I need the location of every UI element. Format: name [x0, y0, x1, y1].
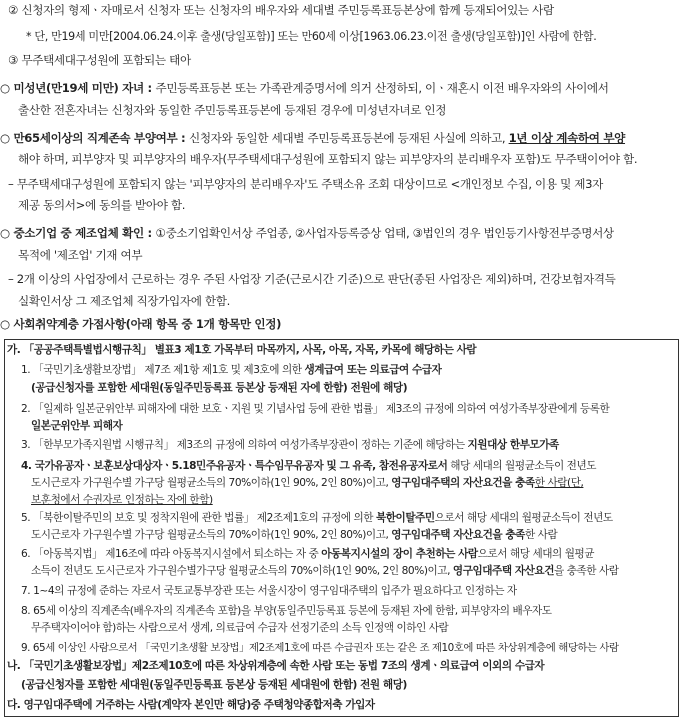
- minor-children-heading: ○ 미성년(만19세 미만) 자녀 :: [0, 81, 156, 95]
- section-ga: 가. 「공공주택특별법시행규칙」 별표3 제1호 가목부터 마목까지, 사목, 아목, 자목, 카목에 해당하는 사람: [7, 344, 477, 356]
- item-4-emphasis2: 영구임대주택의 자산요건을 충족: [391, 477, 535, 489]
- item-5-line1: [21, 510, 613, 526]
- sme-heading: ○ 중소기업 중 제조업체 확인 :: [0, 226, 156, 240]
- item-1-line1: [21, 362, 441, 378]
- item-6-emphasis: 아동복지시설의 장이 추천하는 사람: [321, 548, 478, 560]
- item-4-text2: 도시근로자 가구원수별 가구당 월평균소득의 70%이하(1인 90%, 2인 80%)이고,: [31, 477, 392, 489]
- item-5-text2: 으로서 해당 세대의 월평균소득이 전년도: [434, 512, 613, 524]
- minor-children-line1: [0, 79, 683, 98]
- item-9: 9. 65세 이상인 사람으로서 「국민기초생활 보장법」제2조제1호에 따른 수급권자 또는 같은 조 제10호에 따른 차상위계층에 해당하는 사람: [21, 642, 619, 654]
- item-6-line2: [31, 563, 619, 579]
- section-da: 다. 영구임대주택에 거주하는 사람(계약자 본인만 해당)중 주택청약종합저축 가입자: [7, 699, 375, 711]
- sme-line1: [0, 224, 683, 243]
- parent-support-line3: – 무주택세대구성원에 포함되지 않는 '피부양자의 분리배우자'도 주택소유 조회 대상이므로 <개인정보 수집, 이용 및 제3자: [8, 177, 603, 191]
- item-4-text3: 한 사람(단,: [534, 477, 584, 489]
- fetus-condition: ③ 무주택세대구성원에 포함되는 태아: [8, 53, 191, 67]
- parent-support-line4: 제공 동의서>에 동의를 받아야 함.: [18, 198, 186, 212]
- item-2-line1: 2. 「일제하 일본군위안부 피해자에 대한 보호ㆍ지원 및 기념사업 등에 관한 법률」 제3조의 규정에 의하여 여성가족부장관에게 등록한: [21, 403, 610, 415]
- section-na-line2: (공급신청자를 포함한 세대원(동일주민등록표 등본상 등재된 세대원에 한함) 전원 해당): [21, 679, 407, 691]
- sme-line3: – 2개 이상의 사업장에서 근로하는 경우 주된 사업장 기준(근로시간 기준)으로 판단(종된 사업장은 제외)하며, 건강보험자격득: [8, 272, 616, 286]
- item-8-line1: 8. 65세 이상의 직계존속(배우자의 직계존속 포함)을 부양(동일주민등록표 등본에 등재된 자에 한함, 피부양자의 배우자도: [21, 605, 552, 617]
- item-6-text4: 을 충족한 사람: [554, 565, 619, 577]
- item-3-line1: [21, 437, 559, 453]
- item-1-emphasis: 생계급여 또는 의료급여 수급자: [304, 364, 442, 376]
- parent-support-line1: [0, 129, 683, 148]
- sme-line2: 목적에 '제조업' 기재 여부: [18, 248, 143, 262]
- vulnerable-heading: ○ 사회취약계층 가점사항(아래 항목 중 1개 항목만 인정): [0, 317, 282, 331]
- item-1-text: 1. 「국민기초생활보장법」 제7조 제1항 제1호 및 제3호에 의한: [21, 364, 305, 376]
- section-na-line1: 나. 「국민기초생활보장법」제2조제10호에 따른 차상위계층에 속한 사람 또는 동법 7조의 생계ㆍ의료급여 이외의 수급자: [7, 660, 545, 672]
- item-8-line2: 무주택자이어야 함)하는 사람으로서 생계, 의료급여 수급자 선정기준의 소득 인정액 이하인 사람: [31, 622, 449, 634]
- item-4-line1: [21, 458, 596, 474]
- item-5-emphasis: 북한이탈주민: [375, 512, 435, 524]
- item-5-text: 5. 「북한이탈주민의 보호 및 정착지원에 관한 법률」 제2조제1호의 규정에 의한: [21, 512, 376, 524]
- item-4-emphasis: 4. 국가유공자ㆍ보훈보상대상자ㆍ5.18민주유공자ㆍ특수임무유공자 및 그 유족, 참전유공자로서: [21, 460, 448, 472]
- sibling-age-note: * 단, 만19세 미만[2004.06.24.이후 출생(당일포함)] 또는 만60세 이상[1963.06.23.이전 출생(당일포함)]인 사람에 한함.: [26, 30, 597, 43]
- item-5-text3: 도시근로자 가구원수별 가구당 월평균소득의 70%이하(1인 90%, 2인 80%)이고,: [31, 529, 392, 541]
- item-5-emphasis2: 영구임대주택 자산요건을 충족: [391, 529, 525, 541]
- sme-line4: 실확인서상 그 제조업체 직장가입자에 한함.: [18, 294, 230, 308]
- item-3-emphasis: 지원대상 한부모가족: [467, 439, 559, 451]
- vulnerable-criteria-box: [4, 339, 679, 717]
- item-7: 7. 1~4의 규정에 준하는 자로서 국토교통부장관 또는 서울시장이 영구임대주택의 입주가 필요하다고 인정하는 자: [21, 585, 517, 597]
- item-6-emphasis2: 영구임대주택 자산요건: [452, 565, 554, 577]
- item-4-line2: [31, 475, 583, 491]
- item-5-line2: [31, 527, 557, 543]
- parent-support-text: 신청자와 동일한 세대별 주민등록표등본에 등재된 사실에 의하고,: [188, 131, 509, 145]
- minor-children-text: 주민등록표등본 또는 가족관계증명서에 의거 산정하되, 이ㆍ재혼시 이전 배우자와의 사이에서: [155, 81, 609, 95]
- item-3-text: 3. 「한부모가족지원법 시행규칙」 제3조의 규정에 의하여 여성가족부장관이 정하는 기준에 해당하는: [21, 439, 468, 451]
- item-6-line1: [21, 546, 594, 562]
- item-6-text2: 으로서 해당 세대의 월평균: [477, 548, 595, 560]
- sme-text: ①중소기업확인서상 주업종, ②사업자등록증상 업태, ③법인의 경우 법인등기사항전부증명서상: [155, 226, 614, 240]
- item-4-line3: 보훈청에서 수권자로 인정하는 자에 한함): [31, 494, 213, 506]
- item-1-note: (공급신청자를 포함한 세대원(동일주민등록표 등본상 등재된 자에 한함) 전원에 해당): [31, 382, 408, 394]
- item-5-text4: 한 사람: [524, 529, 558, 541]
- item-4-text: 해당 세대의 월평균소득이 전년도: [447, 460, 597, 472]
- parent-support-heading: ○ 만65세이상의 직계존속 부양여부 :: [0, 131, 189, 145]
- parent-support-emphasis: 1년 이상 계속하여 부양: [508, 131, 626, 145]
- sibling-condition: ② 신청자의 형제ㆍ자매로서 신청자 또는 신청자의 배우자와 세대별 주민등록표등본상에 함께 등재되어있는 사람: [8, 3, 554, 17]
- item-2-line2: 일본군위안부 피해자: [31, 420, 123, 432]
- item-6-text3: 소득이 전년도 도시근로자 가구원수별가구당 월평균소득의 70%이하(1인 90%, 2인 80%)이고,: [31, 565, 453, 577]
- parent-support-line2: 해야 하며, 피부양자 및 피부양자의 배우자(무주택세대구성원에 포함되지 않는 피부양자의 분리배우자 포함)도 무주택이어야 함.: [18, 152, 638, 166]
- minor-children-line2: 출산한 전혼자녀는 신청자와 동일한 주민등록표등본에 등재된 경우에 미성년자녀로 인정: [18, 103, 447, 117]
- item-6-text: 6. 「아동복지법」 제16조에 따라 아동복지시설에서 퇴소하는 자 중: [21, 548, 322, 560]
